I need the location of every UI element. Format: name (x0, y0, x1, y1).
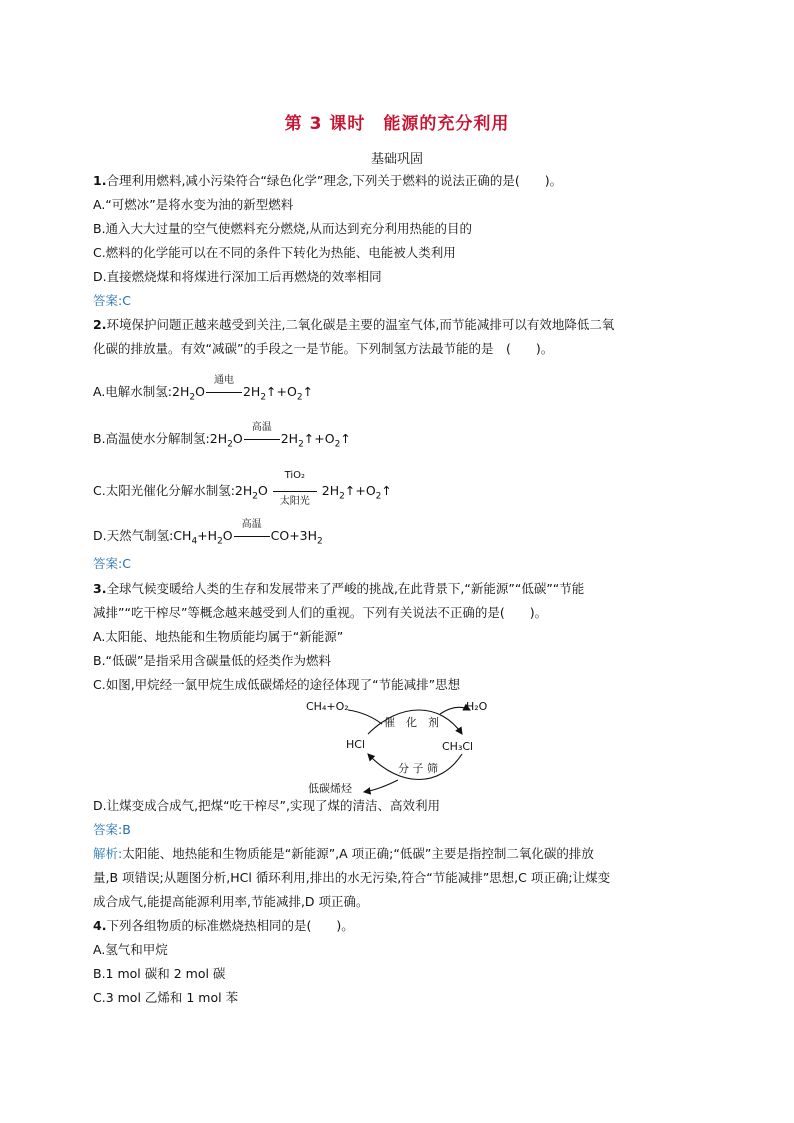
q2-option-b: B.高温使水分解制氢$:2H_2O$ 高温 $2H_2↑+O_2↑$ (93, 422, 351, 450)
q3-analysis-line1: 解析:太阳能、地热能和生物质能是“新能源”,A 项正确;“低碳”主要是指控制二氧化碳的排放 (93, 846, 594, 861)
label-h2o: H₂O (466, 700, 488, 713)
q3-answer: 答案:B (93, 822, 131, 837)
label-catalyst: 催 化 剂 (384, 716, 439, 729)
q1-option-b: B.通入大大过量的空气使燃料充分燃烧,从而达到充分利用热能的目的 (93, 221, 473, 236)
label-ch3cl: CH₃Cl (442, 740, 474, 753)
q1-option-a: A.“可燃冰”是将水变为油的新型燃料 (93, 197, 294, 212)
q1-answer: 答案:C (93, 293, 131, 308)
q3-analysis-line3: 成合成气,能提高能源利用率,节能减排,D 项正确。 (93, 894, 369, 909)
section-heading: 基础巩固 (370, 152, 423, 167)
reaction-condition: TiO₂ 太阳光 (273, 483, 317, 498)
q3-stem-line2: 减排”“吃干榨尽”等概念越来越受到人们的重视。下列有关说法不正确的是( )。 (93, 605, 548, 620)
q2-stem-line2: 化碳的排放量。有效“减碳”的手段之一是节能。下列制氢方法最节能的是 ( )。 (93, 341, 554, 356)
q4-option-b: B.1 mol 碳和 2 mol 碳 (93, 966, 226, 981)
label-low-carbon-olefins: 低碳烯烃 (308, 782, 352, 795)
q2-stem-line1: 2.环境保护问题正越来越受到关注,二氧化碳是主要的温室气体,而节能减排可以有效地降低二氧 (93, 317, 615, 332)
q3-option-b: B.“低碳”是指采用含碳量低的烃类作为燃料 (93, 653, 332, 668)
q2-option-c: C.太阳光催化分解水制氢$:2H_2O$ TiO₂ 太阳光 $2H_2↑+O_2↑$ (93, 470, 392, 507)
q1-option-c: C.燃料的化学能可以在不同的条件下转化为热能、电能被人类利用 (93, 245, 456, 260)
q3-analysis-line2: 量,B 项错误;从题图分析,HCl 循环利用,排出的水无污染,符合“节能减排”思想,C 项正确;让煤变 (93, 870, 611, 885)
q1-option-d: D.直接燃烧煤和将煤进行深加工后再燃烧的效率相同 (93, 269, 382, 284)
label-hcl: HCl (346, 738, 366, 751)
q3-option-a: A.太阳能、地热能和生物质能均属于“新能源” (93, 629, 344, 644)
q2-option-a: A.电解水制氢$:2H_2O$ 通电 $2H_2↑+O_2↑$ (93, 375, 314, 403)
reaction-condition: 高温 (234, 528, 270, 543)
q3-stem-line1: 3.全球气候变暖给人类的生存和发展带来了严峻的挑战,在此背景下,“新能源”“低碳”“节能 (93, 581, 585, 596)
label-ch4-o2: CH₄+O₂ (306, 700, 349, 713)
q1-stem: 1.合理利用燃料,减小污染符合“绿色化学”理念,下列关于燃料的说法正确的是( )。 (93, 173, 563, 188)
q4-option-c: C.3 mol 乙烯和 1 mol 苯 (93, 990, 239, 1005)
q3-option-d: D.让煤变成合成气,把煤“吃干榨尽”,实现了煤的清洁、高效利用 (93, 798, 440, 813)
page-title: 第 3 课时 能源的充分利用 (284, 114, 510, 134)
q2-option-d: D.天然气制氢$:CH_4+H_2O$ 高温 $CO+3H_2$ (93, 519, 323, 547)
q4-option-a: A.氢气和甲烷 (93, 942, 168, 957)
reaction-condition: 通电 (206, 384, 242, 399)
q2-answer: 答案:C (93, 556, 131, 571)
q3-option-c: C.如图,甲烷经一氯甲烷生成低碳烯烃的途径体现了“节能减排”思想 (93, 677, 461, 692)
q4-stem: 4.下列各组物质的标准燃烧热相同的是( )。 (93, 918, 354, 933)
reaction-cycle-diagram (290, 696, 510, 796)
reaction-condition: 高温 (244, 431, 280, 446)
label-molecular-sieve: 分 子 筛 (398, 762, 438, 775)
